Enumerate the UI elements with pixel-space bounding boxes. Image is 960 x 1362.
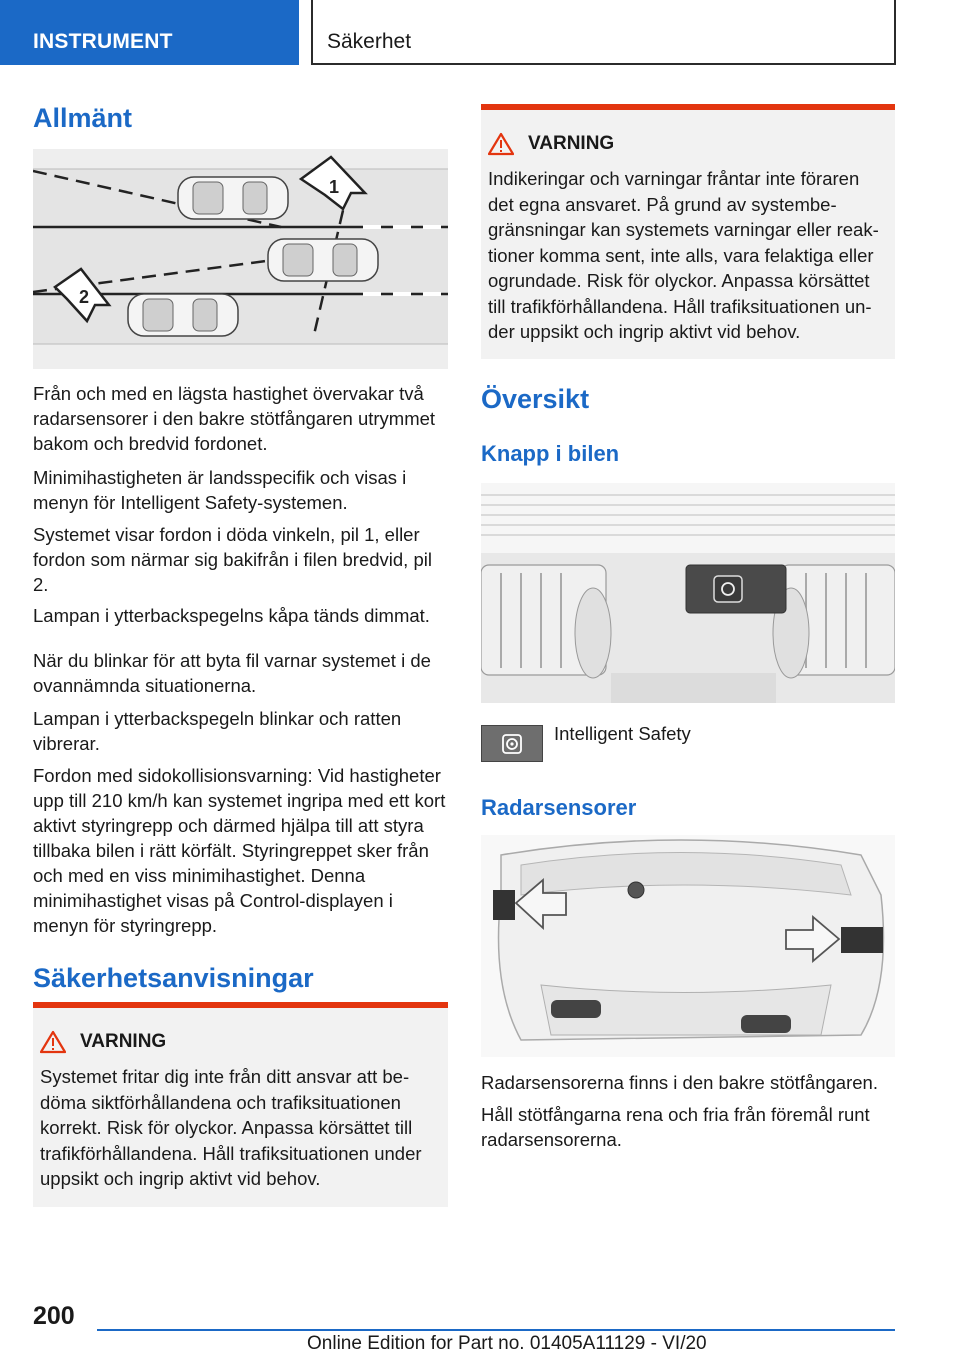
lane-diagram-figure (33, 149, 448, 369)
allmant-paragraph-3: Systemet visar fordon i döda vinkeln, pil 1, eller fordon som närmar sig bakifrån i filen bredvid, pil 2. (33, 524, 432, 595)
chapter-tab (311, 0, 896, 65)
allmant-paragraph-4: Lampan i ytterbackspegelns kåpa tänds dimmat. (33, 605, 430, 626)
warning-triangle-icon (40, 1030, 66, 1054)
lane-diagram (33, 149, 448, 369)
heading-allmant: Allmänt (33, 103, 133, 133)
allmant-paragraph-6: Lampan i ytterbackspegeln blinkar och ratten vibrerar. (33, 708, 402, 754)
section-label: INSTRUMENT (33, 30, 173, 53)
intelligent-safety-button-icon (481, 725, 543, 762)
heading-knapp-i-bilen: Knapp i bilen (481, 441, 620, 466)
car-safety-icon (500, 732, 524, 756)
warning-text-left: Systemet fritar dig inte från ditt ansvar att bedöma siktförhållandena och trafiksituationen korrekt. Risk för olyckor. Anpassa körsättet till trafikförhållandena. Håll trafiksituationen under uppsikt och ingrip aktivt vid behov. (40, 1066, 422, 1189)
rear-bumper-illustration (481, 835, 895, 1057)
arrow-2-label: 2 (79, 287, 90, 307)
heading-sakerhetsanvisningar: Säkerhetsanvisningar (33, 963, 314, 993)
warning-box-right (481, 104, 895, 359)
dashboard-button-figure (481, 483, 895, 703)
warning-title-right: VARNING (528, 133, 615, 154)
warning-box-left (33, 1002, 448, 1207)
heading-oversikt: Översikt (481, 384, 590, 414)
allmant-paragraph-2: Minimihastigheten är landsspecifik och visas i menyn för Intelligent Safety-systemen. (33, 467, 407, 513)
rear-bumper-figure (481, 835, 895, 1057)
warning-triangle-icon (488, 132, 514, 156)
chapter-label: Säkerhet (327, 30, 412, 53)
footer-divider (97, 1329, 895, 1331)
radar-paragraph-1: Radarsensorerna finns i den bakre stötfångaren. (481, 1072, 878, 1093)
dashboard-illustration (481, 483, 895, 703)
icon-caption-intelligent-safety: Intelligent Safety (554, 723, 691, 744)
arrow-1-label: 1 (329, 177, 340, 197)
radar-paragraph-2: Håll stötfångarna rena och fria från föremål runt radarsensorerna. (481, 1104, 870, 1150)
heading-radarsensorer: Radarsensorer (481, 795, 637, 820)
allmant-paragraph-7: Fordon med sidokollisionsvarning: Vid hastigheter upp till 210 km/h kan systemet ingripa med ett kort aktivt styringrepp och därmed hjälpa till att styra tillbaka bilen i rätt körfält. Styringreppet sker från och med en viss minimihastighet. Denna minimihastighet visas på Control-displayen i menyn för styringrepp. (33, 765, 446, 936)
page-number: 200 (33, 1302, 75, 1330)
allmant-paragraph-5: När du blinkar för att byta fil varnar systemet i de ovannämnda situationerna. (33, 650, 431, 696)
allmant-paragraph-1: Från och med en lägsta hastighet övervakar två radarsensorer i den bakre stötfångaren utrymmet bakom och bredvid fordonet. (33, 383, 436, 454)
warning-text-right: Indikeringar och varningar fråntar inte föraren det egna ansvaret. På grund av systembegränsningar kan systemets varningar eller reaktioner komma sent, inte alls, vara felaktiga eller ogrundade. Risk för olyckor. Anpassa körsättet till trafikförhållandena. Håll trafiksituationen under uppsikt och ingrip aktivt vid behov. (488, 168, 879, 342)
section-tab (0, 0, 299, 65)
footer-edition: Online Edition for Part no. 01405A11129 - VI/20 (307, 1333, 707, 1354)
warning-title-left: VARNING (80, 1031, 167, 1052)
